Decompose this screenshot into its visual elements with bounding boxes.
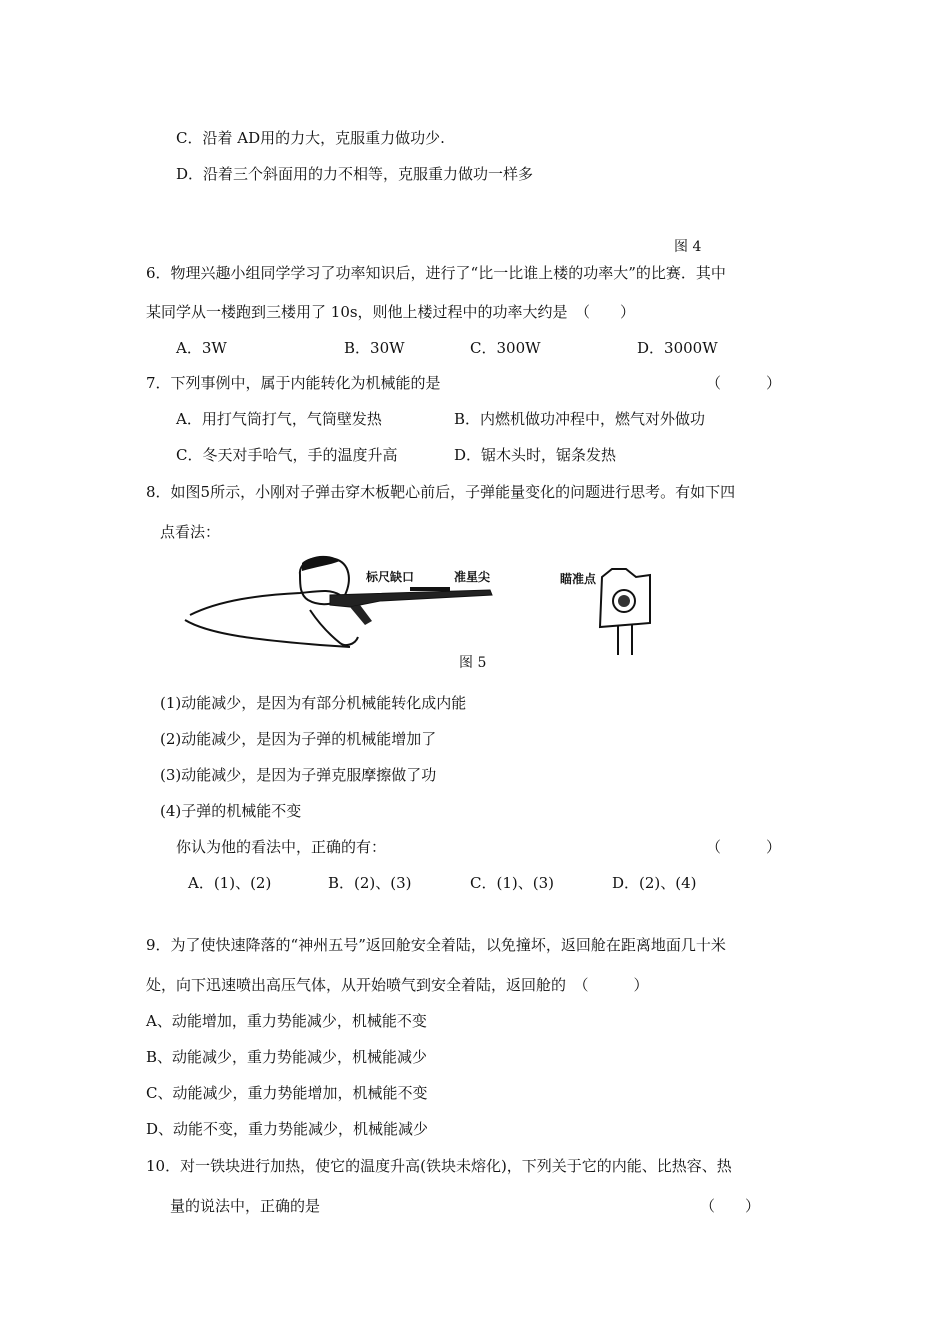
q9-option-a: A、动能增加，重力势能减少，机械能不变 [146,1012,427,1030]
q8-stem-line2: 点看法： [160,523,221,541]
label-aim-point: 瞄准点 [560,572,597,586]
q6-option-a: A．3W [176,339,227,357]
q8-answer-paren: （ ） [706,838,782,856]
q7-answer-paren: （ ） [706,374,782,392]
q8-view-4: (4)子弹的机械能不变 [160,802,302,820]
q9-stem-line2: 处，向下迅速喷出高压气体，从开始喷气到安全着陆，返回舱的 （ ） [146,976,649,994]
q8-view-2: (2)动能减少，是因为子弹的机械能增加了 [160,730,437,748]
q6-option-b: B．30W [344,339,405,357]
label-front-sight: 准星尖 [454,570,491,584]
q9-option-d: D、动能不变，重力势能减少，机械能减少 [146,1120,429,1138]
q9-option-b: B、动能减少，重力势能减少，机械能减少 [146,1048,428,1066]
q8-option-c: C．(1)、(3) [470,874,554,892]
figure-5-target-drawing [560,565,670,660]
q9-stem-line1: 9．为了使快速降落的“神州五号”返回舱安全着陆，以免撞坏，返回舱在距离地面几十米 [146,936,726,954]
figure-5-label: 图 5 [459,655,487,671]
label-rear-sight: 标尺缺口 [366,570,415,584]
q10-stem-line1: 10．对一铁块进行加热，使它的温度升高(铁块未熔化)，下列关于它的内能、比热容、热 [146,1157,732,1175]
q8-option-d: D．(2)、(4) [612,874,697,892]
figure-4-label: 图 4 [674,239,702,255]
figure-5-shooter-drawing [180,555,500,660]
q8-stem-line1: 8．如图5所示，小刚对子弹击穿木板靶心前后，子弹能量变化的问题进行思考。有如下四 [146,483,736,501]
q7-option-b: B．内燃机做功冲程中，燃气对外做功 [454,410,706,428]
q6-option-c: C．300W [470,339,541,357]
q7-option-d: D．锯木头时，锯条发热 [454,446,617,464]
q6-stem-line2: 某同学从一楼跑到三楼用了 10s，则他上楼过程中的功率大约是 （ ） [146,303,636,321]
q5-option-d: D．沿着三个斜面用的力不相等，克服重力做功一样多 [176,165,534,183]
q8-question: 你认为他的看法中，正确的有： [176,838,387,856]
q10-answer-paren: （ ） [700,1197,761,1215]
q7-stem: 7．下列事例中，属于内能转化为机械能的是 [146,374,441,392]
q7-option-c: C．冬天对手哈气，手的温度升高 [176,446,398,464]
q8-option-a: A．(1)、(2) [188,874,272,892]
q8-view-3: (3)动能减少，是因为子弹克服摩擦做了功 [160,766,437,784]
q8-option-b: B．(2)、(3) [328,874,412,892]
q6-option-d: D．3000W [637,339,718,357]
q6-stem-line1: 6．物理兴趣小组同学学习了功率知识后，进行了“比一比谁上楼的功率大”的比赛．其中 [146,264,726,282]
q9-option-c: C、动能减少，重力势能增加，机械能不变 [146,1084,428,1102]
q7-option-a: A．用打气筒打气，气筒壁发热 [176,410,382,428]
q8-view-1: (1)动能减少，是因为有部分机械能转化成内能 [160,694,467,712]
q5-option-c: C．沿着 AD用的力大，克服重力做功少. [176,129,445,147]
q10-stem-line2: 量的说法中，正确的是 [170,1197,321,1215]
